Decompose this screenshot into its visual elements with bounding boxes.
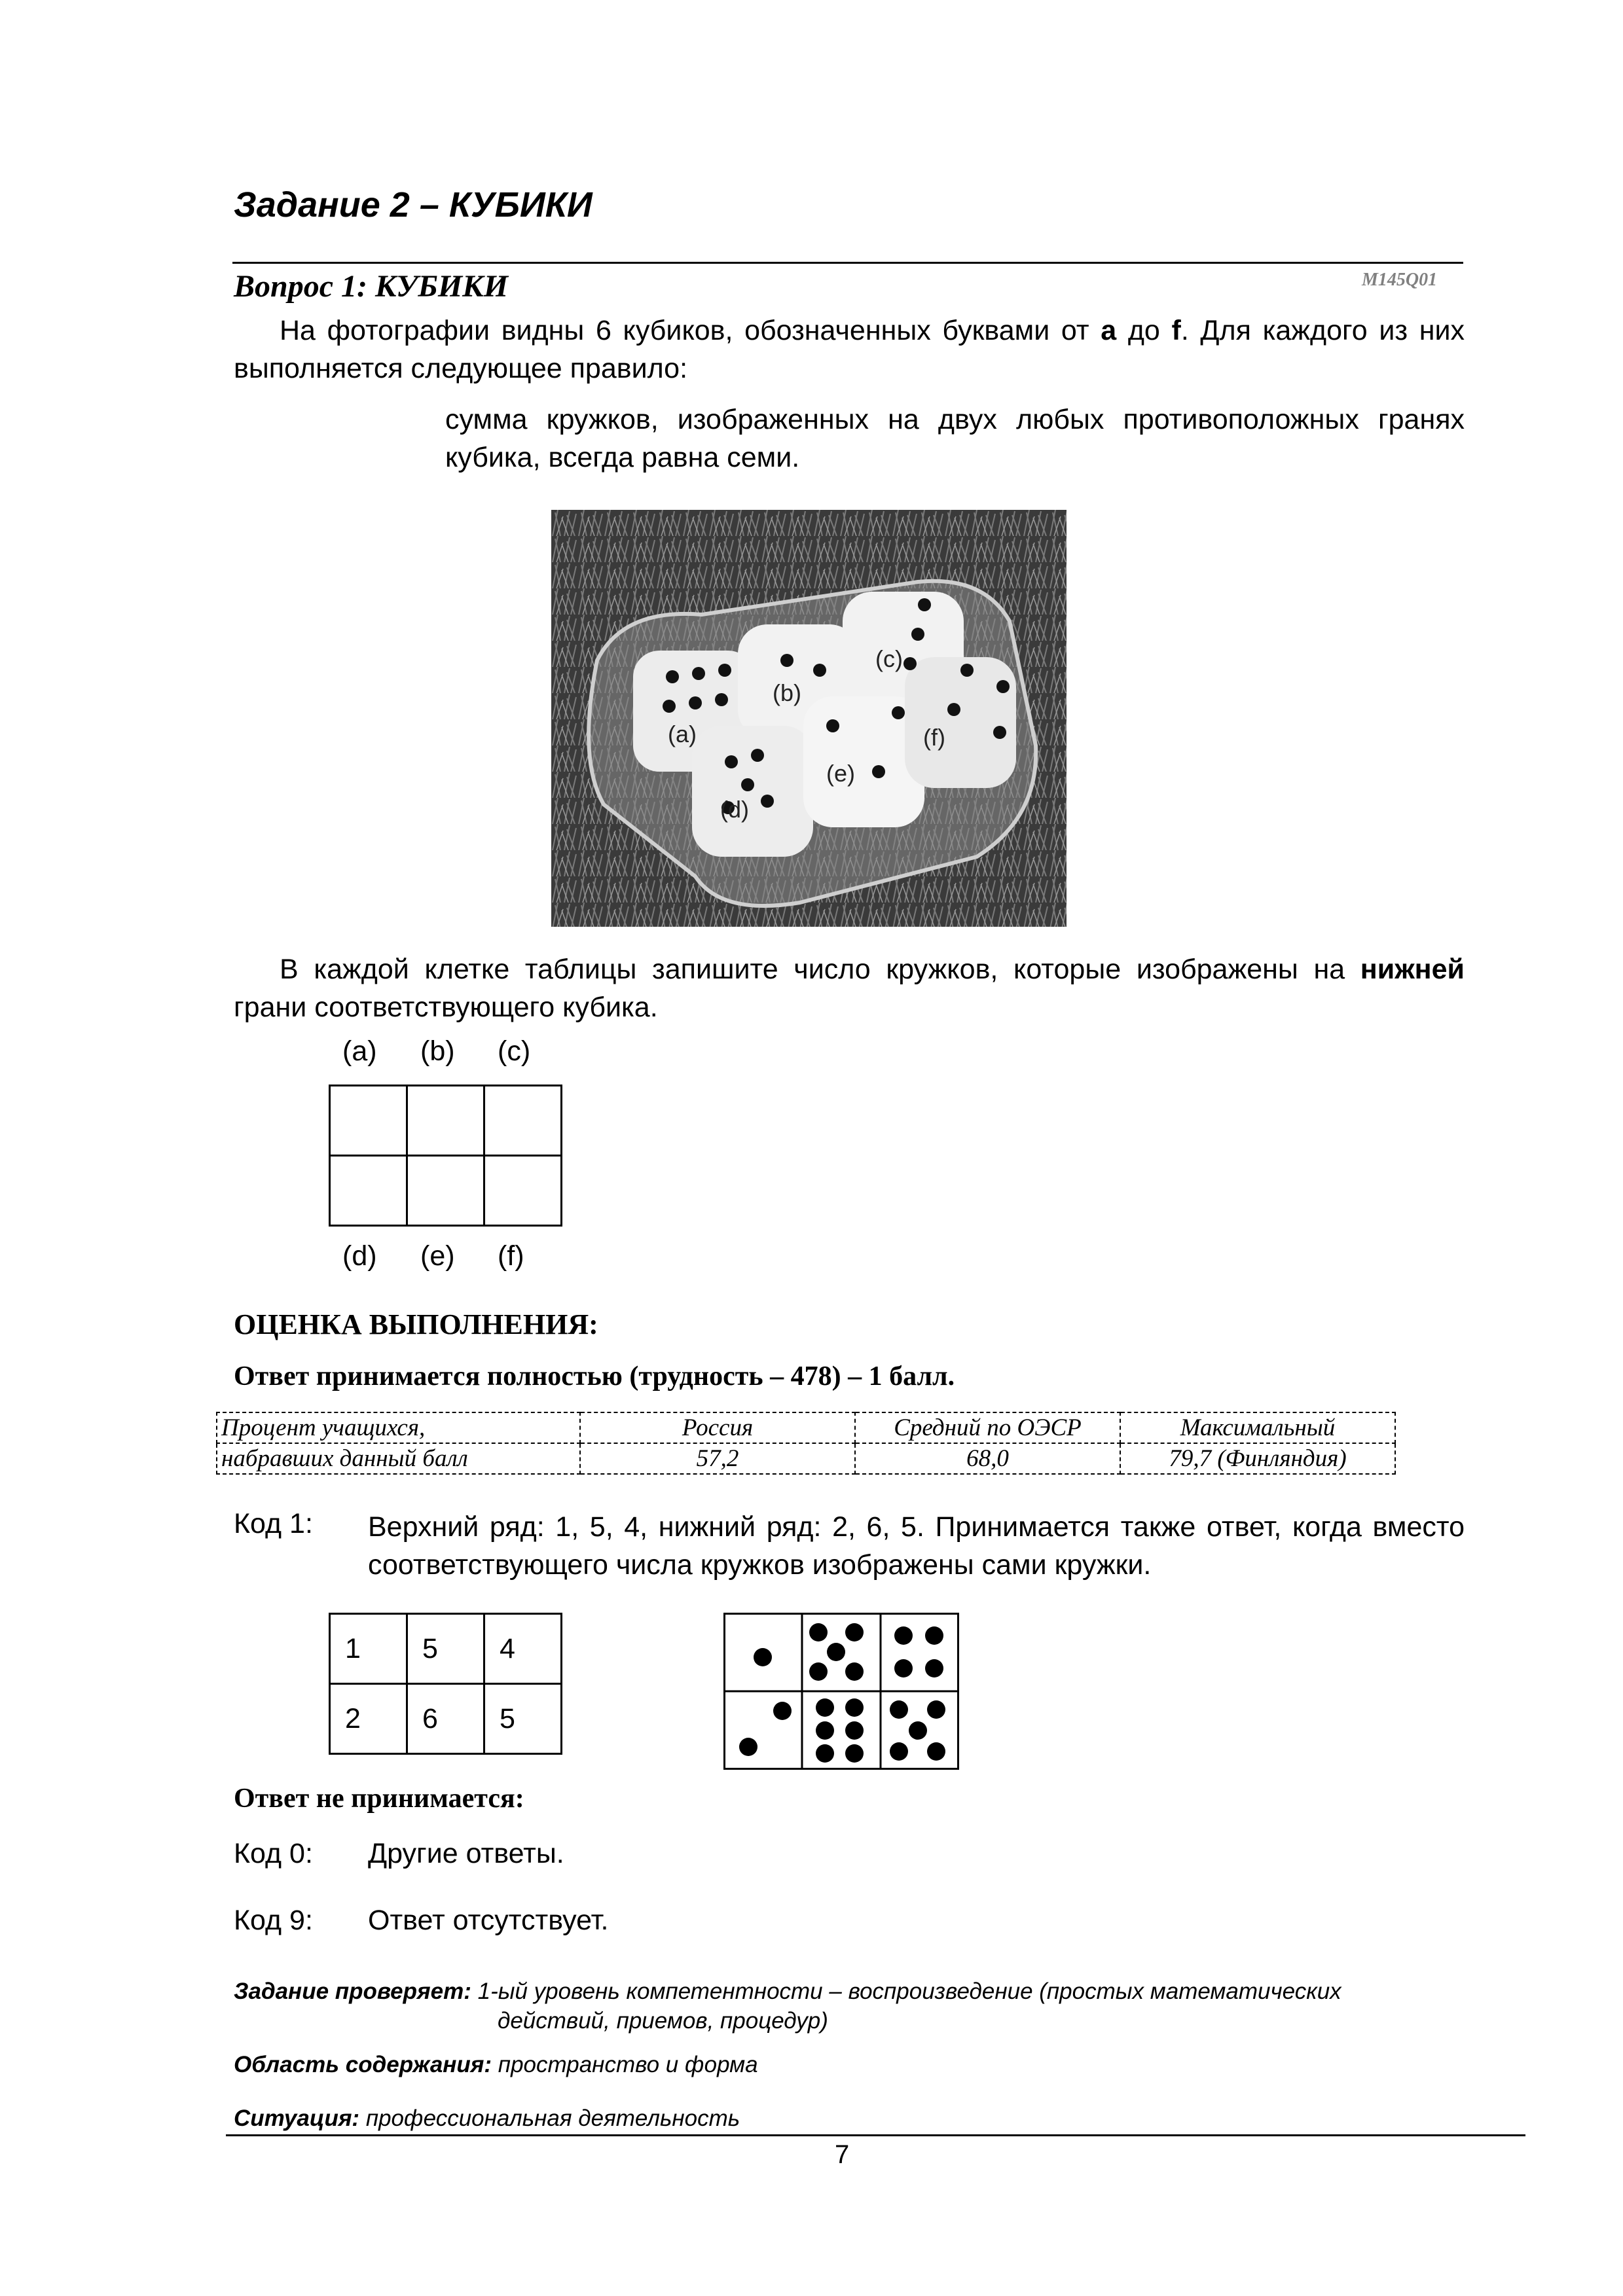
answer-cell-a[interactable] bbox=[330, 1086, 407, 1156]
stats-header-russia: Россия bbox=[580, 1412, 855, 1443]
intro-text-1: На фотографии видны 6 кубиков, обозначенных буквами от bbox=[280, 315, 1101, 346]
rule-text: сумма кружков, изображенных на двух любых противоположных гранях кубика, всегда равна семи. bbox=[445, 404, 1465, 473]
code9-text: Ответ отсутствует. bbox=[368, 1905, 609, 1936]
task-text-2: грани соответствующего кубика. bbox=[234, 992, 658, 1023]
photo-label-f: (f) bbox=[923, 724, 945, 751]
question-title: Вопрос 1: КУБИКИ bbox=[234, 269, 509, 304]
grid-label-b: (b) bbox=[420, 1035, 455, 1067]
meta-situation-text: профессиональная деятельность bbox=[359, 2106, 740, 2131]
meta-situation bbox=[234, 2104, 740, 2133]
pip bbox=[925, 1659, 943, 1677]
solution-grid bbox=[329, 1613, 562, 1755]
grid-label-c: (c) bbox=[498, 1035, 531, 1067]
stats-header-oecd: Средний по ОЭСР bbox=[855, 1412, 1120, 1443]
pip bbox=[925, 1626, 943, 1645]
photo-label-d: (d) bbox=[720, 796, 749, 823]
answer-grid bbox=[329, 1085, 562, 1227]
question-code: M145Q01 bbox=[1362, 270, 1438, 290]
answer-cell-d[interactable] bbox=[330, 1156, 407, 1226]
pips-grid-lines bbox=[723, 1613, 959, 1770]
stats-row-label-2: набравших данный балл bbox=[217, 1443, 580, 1474]
photo-label-a: (a) bbox=[668, 721, 697, 747]
pip bbox=[773, 1702, 792, 1720]
pip bbox=[845, 1721, 864, 1740]
pip bbox=[816, 1721, 834, 1740]
pip bbox=[754, 1648, 772, 1666]
pip bbox=[809, 1623, 828, 1641]
task-title: Задание 2 – КУБИКИ bbox=[234, 185, 593, 224]
solution-cell: 6 bbox=[407, 1684, 484, 1754]
meta-checks bbox=[234, 1977, 1341, 2006]
code9-label: Код 9: bbox=[234, 1905, 313, 1936]
pip bbox=[927, 1700, 945, 1719]
photo-label-b: (b) bbox=[773, 679, 801, 706]
pip bbox=[816, 1698, 834, 1717]
pip bbox=[894, 1659, 913, 1677]
pips-grid bbox=[723, 1613, 959, 1770]
task-bold-bottom: нижней bbox=[1360, 954, 1465, 985]
die-f bbox=[905, 657, 1016, 788]
pips-group bbox=[739, 1623, 945, 1763]
page-number: 7 bbox=[835, 2140, 850, 2169]
intro-bold-f: f bbox=[1171, 315, 1181, 346]
evaluation-title: ОЦЕНКА ВЫПОЛНЕНИЯ: bbox=[234, 1308, 598, 1340]
pip bbox=[809, 1662, 828, 1681]
bottom-divider bbox=[226, 2134, 1525, 2136]
pip bbox=[890, 1700, 908, 1719]
answer-cell-b[interactable] bbox=[407, 1086, 484, 1156]
solution-cell: 4 bbox=[484, 1614, 562, 1684]
no-credit-title: Ответ не принимается: bbox=[234, 1784, 524, 1814]
stats-value-oecd: 68,0 bbox=[855, 1443, 1120, 1474]
pip bbox=[816, 1744, 834, 1763]
top-divider bbox=[232, 262, 1463, 264]
intro-bold-a: a bbox=[1101, 315, 1117, 346]
meta-area-text: пространство и форма bbox=[492, 2052, 758, 2077]
photo-label-c: (c) bbox=[875, 645, 903, 672]
pip bbox=[739, 1738, 757, 1756]
answer-cell-f[interactable] bbox=[484, 1156, 562, 1226]
code1-text: Верхний ряд: 1, 5, 4, нижний ряд: 2, 6, 5. Принимается также ответ, когда вместо соответствующего числа кружков изображены сами кружки. bbox=[368, 1511, 1465, 1581]
stats-table bbox=[216, 1412, 1396, 1475]
dice-photo bbox=[551, 510, 1067, 927]
pip bbox=[927, 1742, 945, 1761]
solution-cell: 5 bbox=[407, 1614, 484, 1684]
solution-cell: 5 bbox=[484, 1684, 562, 1754]
meta-situation-label: Ситуация: bbox=[234, 2106, 360, 2131]
full-credit-title: Ответ принимается полностью (трудность – 478) – 1 балл. bbox=[234, 1361, 955, 1391]
stats-value-max: 79,7 (Финляндия) bbox=[1120, 1443, 1395, 1474]
intro-text-3: . Для каждого из них выполняется следующее правило: bbox=[234, 315, 1465, 384]
task-paragraph bbox=[234, 950, 1465, 1026]
pip bbox=[845, 1623, 864, 1641]
stats-row-label-1: Процент учащихся, bbox=[217, 1412, 580, 1443]
grid-label-d: (d) bbox=[342, 1240, 377, 1272]
solution-cell: 1 bbox=[330, 1614, 407, 1684]
answer-cell-c[interactable] bbox=[484, 1086, 562, 1156]
grid-label-e: (e) bbox=[420, 1240, 455, 1272]
code0-label: Код 0: bbox=[234, 1838, 313, 1869]
die-d bbox=[692, 726, 813, 857]
answer-cell-e[interactable] bbox=[407, 1156, 484, 1226]
pip bbox=[845, 1744, 864, 1763]
grid-label-a: (a) bbox=[342, 1035, 377, 1067]
meta-area-label: Область содержания: bbox=[234, 2052, 492, 2077]
code0-text: Другие ответы. bbox=[368, 1838, 564, 1869]
grid-label-f: (f) bbox=[498, 1240, 524, 1272]
pip bbox=[890, 1742, 908, 1761]
solution-cell: 2 bbox=[330, 1684, 407, 1754]
meta-checks-text-1: 1-ый уровень компетентности – воспроизведение (простых математических bbox=[471, 1979, 1341, 2004]
pip bbox=[845, 1698, 864, 1717]
pip bbox=[845, 1662, 864, 1681]
intro-text-2: до bbox=[1116, 315, 1172, 346]
code1-label: Код 1: bbox=[234, 1508, 313, 1539]
meta-checks-continuation: действий, приемов, процедур) bbox=[498, 2008, 828, 2034]
pip bbox=[909, 1721, 927, 1740]
pip bbox=[894, 1626, 913, 1645]
meta-area bbox=[234, 2050, 758, 2079]
stats-header-max: Максимальный bbox=[1120, 1412, 1395, 1443]
pip bbox=[827, 1643, 845, 1661]
meta-checks-label: Задание проверяет: bbox=[234, 1979, 471, 2004]
task-text-1: В каждой клетке таблицы запишите число кружков, которые изображены на bbox=[280, 954, 1360, 985]
stats-value-russia: 57,2 bbox=[580, 1443, 855, 1474]
intro-paragraph bbox=[234, 312, 1465, 387]
photo-label-e: (e) bbox=[826, 760, 855, 787]
